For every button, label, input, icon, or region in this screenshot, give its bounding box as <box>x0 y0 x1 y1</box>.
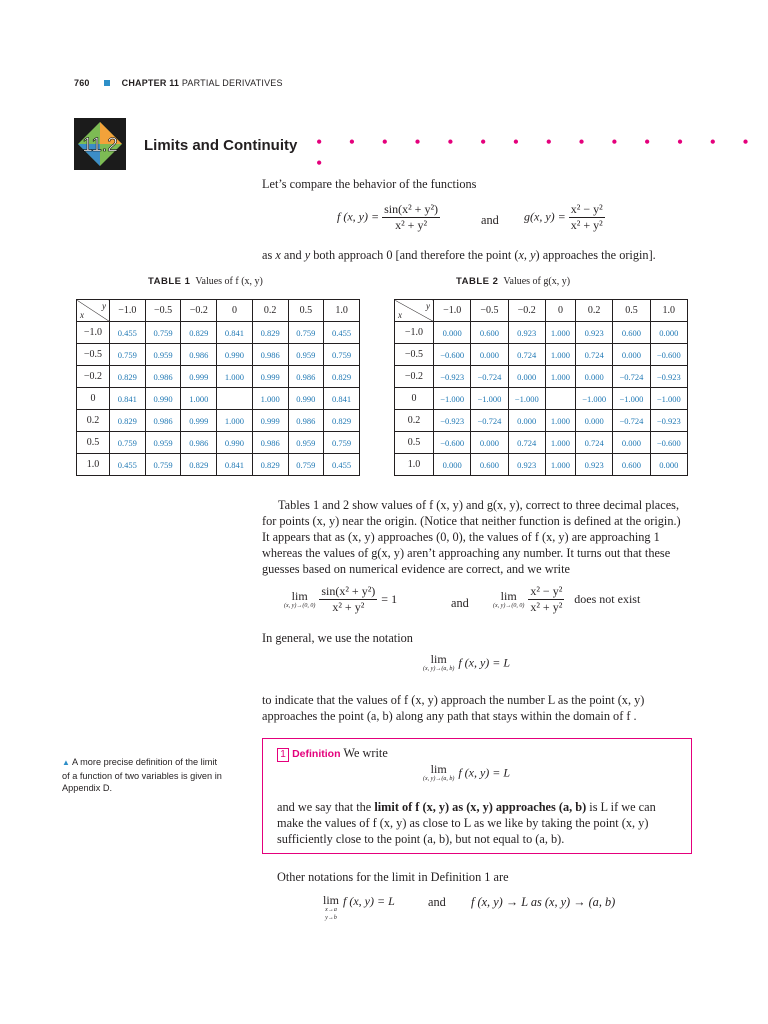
table-cell: 0.759 <box>324 344 360 366</box>
var-y: y <box>304 248 311 262</box>
t4: ) approaches the origin]. <box>535 248 656 262</box>
table-cell: 0.829 <box>181 322 217 344</box>
other-notation-1 <box>323 894 395 922</box>
table-cell: 0.455 <box>324 322 360 344</box>
col-header: 1.0 <box>650 300 687 322</box>
para2-line: Tables 1 and 2 show values of f (x, y) and g(x, y), correct to three decimal places, <box>278 498 680 512</box>
d1a: and we say that the <box>277 800 375 814</box>
f-fraction <box>319 584 377 615</box>
table-cell: 1.000 <box>545 454 575 476</box>
col-header: 0.2 <box>252 300 288 322</box>
chapter-title: PARTIAL DERIVATIVES <box>181 78 283 88</box>
table-row <box>395 454 688 476</box>
para2-line: whereas the values of g(x, y) aren’t approaching any number. It turns out that these <box>262 546 671 560</box>
definition-word: Definition <box>292 748 341 760</box>
row-header: −0.5 <box>77 344 110 366</box>
table-cell: 0.724 <box>508 432 545 454</box>
lim-operator <box>423 653 454 673</box>
table-cell: 1.000 <box>217 366 253 388</box>
table-cell: 0.000 <box>508 366 545 388</box>
chapter-label: CHAPTER 11 <box>121 78 180 88</box>
table-cell: 0.986 <box>288 410 324 432</box>
table-cell <box>217 388 253 410</box>
table-cell: 0.986 <box>145 366 181 388</box>
t1: as <box>262 248 276 262</box>
row-header: 1.0 <box>77 454 110 476</box>
lim-word: lim <box>323 893 340 907</box>
lim-sub: y→b <box>325 915 337 921</box>
row-header: −1.0 <box>395 322 434 344</box>
table-cell: 1.000 <box>545 432 575 454</box>
table-cell: −0.600 <box>434 432 471 454</box>
table-cell: 0.759 <box>145 454 181 476</box>
table-row <box>395 344 688 366</box>
corner-y: y <box>102 301 106 311</box>
running-header <box>74 78 283 88</box>
notation-equation <box>423 653 510 673</box>
table-cell: 0.000 <box>576 410 613 432</box>
row-header: −0.2 <box>395 366 434 388</box>
f-denominator: x² + y² <box>395 218 428 232</box>
table2-body <box>395 322 688 476</box>
table-cell: 1.000 <box>545 322 575 344</box>
table-row <box>77 432 360 454</box>
definition-box <box>262 738 692 854</box>
lim-word: lim <box>291 588 308 603</box>
f-lhs: f (x, y) = <box>337 209 380 224</box>
g-numerator: x² − y² <box>570 202 603 216</box>
table-cell: 1.000 <box>217 410 253 432</box>
g-fraction <box>569 202 605 233</box>
table-2 <box>394 299 688 476</box>
table-cell: 0.000 <box>471 432 508 454</box>
definition-heading <box>277 745 388 762</box>
col-header: −1.0 <box>110 300 146 322</box>
table1-body <box>77 322 360 476</box>
row-header: −1.0 <box>77 322 110 344</box>
table-cell: 0.000 <box>576 366 613 388</box>
table-cell: 0.000 <box>613 432 650 454</box>
d1c: is L if we can <box>586 800 656 814</box>
table-cell: 0.959 <box>288 344 324 366</box>
table-cell: 0.455 <box>324 454 360 476</box>
intro-line: Let’s compare the behavior of the functions <box>262 177 477 191</box>
definition-number: 1 <box>277 748 289 762</box>
table-cell: 0.000 <box>434 454 471 476</box>
table-row <box>77 366 360 388</box>
row-header: 0.5 <box>77 432 110 454</box>
formula-g <box>524 202 605 233</box>
section-badge-icon <box>74 118 126 170</box>
table-cell: −0.923 <box>650 366 687 388</box>
f-denominator: x² + y² <box>332 600 365 614</box>
col-header: 1.0 <box>324 300 360 322</box>
para3-line: to indicate that the values of f (x, y) approach the number L as the point (x, y) <box>262 693 645 707</box>
table-cell: −1.000 <box>613 388 650 410</box>
col-header: 0.5 <box>288 300 324 322</box>
table-cell: 0.999 <box>252 410 288 432</box>
col-header: −0.5 <box>471 300 508 322</box>
table-row <box>395 432 688 454</box>
para2-line: for points (x, y) near the origin. (Notice that neither function is defined at the origin.) <box>262 514 681 528</box>
table-cell <box>545 388 575 410</box>
table-row <box>77 388 360 410</box>
g-fraction <box>528 584 564 615</box>
g-denominator: x² + y² <box>570 218 603 232</box>
table-row <box>77 410 360 432</box>
corner-x: x <box>80 310 84 320</box>
table-cell: 0.986 <box>252 432 288 454</box>
dotted-rule: • • • • • • • • • • • • • • • <box>316 132 760 173</box>
f-fraction <box>382 202 440 233</box>
page-number: 760 <box>74 78 90 88</box>
table-cell: 0.923 <box>508 454 545 476</box>
table-cell: 0.990 <box>217 432 253 454</box>
table-cell: 0.841 <box>217 322 253 344</box>
formula-f <box>337 202 440 233</box>
row-header: −0.5 <box>395 344 434 366</box>
table-cell: 1.000 <box>252 388 288 410</box>
lim-sub: (x, y)→(a, b) <box>423 666 455 672</box>
table-cell: 0.841 <box>324 388 360 410</box>
table-cell: 0.759 <box>324 432 360 454</box>
definition-line: make the values of f (x, y) as close to L as we like by taking the point (x, y) <box>277 816 649 830</box>
table-cell: 0.986 <box>145 410 181 432</box>
table-cell: 0.829 <box>110 410 146 432</box>
table-cell: 1.000 <box>545 366 575 388</box>
note-line: A more precise definition of the limit <box>71 757 217 767</box>
table-cell: 0.724 <box>508 344 545 366</box>
table-cell: 0.600 <box>613 322 650 344</box>
table-cell: 0.759 <box>145 322 181 344</box>
row-header: 1.0 <box>395 454 434 476</box>
table-cell: 0.000 <box>471 344 508 366</box>
table-cell: −0.923 <box>650 410 687 432</box>
table-cell: 0.759 <box>288 322 324 344</box>
table-cell: 0.000 <box>650 454 687 476</box>
square-bullet-icon <box>104 80 110 86</box>
table-cell: −0.600 <box>650 344 687 366</box>
other-text: Other notations for the limit in Definition 1 are <box>277 870 509 884</box>
table-cell: 0.600 <box>471 454 508 476</box>
table-cell: −0.724 <box>613 366 650 388</box>
table-cell: 0.959 <box>145 432 181 454</box>
table-cell: 0.923 <box>576 454 613 476</box>
margin-note <box>62 756 247 795</box>
note-line: of a function of two variables is given in <box>62 770 222 781</box>
lim-sub: (x, y)→(a, b) <box>423 776 455 782</box>
lim-sub: x→a <box>325 907 337 913</box>
table-cell: 0.959 <box>288 432 324 454</box>
table-cell: 0.829 <box>252 322 288 344</box>
table-cell: 0.990 <box>145 388 181 410</box>
col-header: 0 <box>545 300 575 322</box>
f-numerator: sin(x² + y²) <box>321 584 376 598</box>
table-cell: 0.829 <box>324 410 360 432</box>
table-row <box>395 388 688 410</box>
table-cell: 0.000 <box>508 410 545 432</box>
general-text: In general, we use the notation <box>262 631 413 645</box>
table-cell: 0.841 <box>110 388 146 410</box>
table-cell: 0.000 <box>613 344 650 366</box>
table-cell: 0.986 <box>181 432 217 454</box>
table-cell: 1.000 <box>545 410 575 432</box>
table-cell: 0.455 <box>110 322 146 344</box>
does-not-exist: does not exist <box>574 592 641 606</box>
d1b: limit of f (x, y) as (x, y) approaches (a, b) <box>374 800 587 814</box>
row-header: 0 <box>77 388 110 410</box>
lim-sub: (x, y)→(0, 0) <box>493 602 525 609</box>
table-cell: −1.000 <box>508 388 545 410</box>
g-numerator: x² − y² <box>530 584 563 598</box>
table2-caption <box>456 276 570 287</box>
section-title: Limits and Continuity <box>144 137 298 154</box>
para3-line: approaches the point (a, b) along any path that stays within the domain of f . <box>262 709 637 723</box>
para2-line: It appears that as (x, y) approaches (0, 0), the values of f (x, y) are approaching 1 <box>262 530 660 544</box>
table-cell: 0.724 <box>576 432 613 454</box>
corner-cell <box>395 300 434 322</box>
g-denominator: x² + y² <box>530 600 563 614</box>
corner-x: x <box>398 310 402 320</box>
table-row <box>77 454 360 476</box>
table-cell: −0.724 <box>613 410 650 432</box>
limit-equation-f <box>284 584 397 615</box>
table-cell: −0.600 <box>434 344 471 366</box>
table-row <box>395 366 688 388</box>
table1-label: TABLE 1 <box>148 276 191 287</box>
intro-line-2 <box>262 247 656 263</box>
table2-caption-text: Values of g(x, y) <box>503 276 571 287</box>
table-cell: 0.455 <box>110 454 146 476</box>
table-cell: −0.923 <box>434 366 471 388</box>
table-cell: 0.829 <box>181 454 217 476</box>
table-cell: 0.986 <box>252 344 288 366</box>
table-cell: 0.999 <box>252 366 288 388</box>
col-header: −0.2 <box>508 300 545 322</box>
lim-operator <box>323 894 339 922</box>
table2-label: TABLE 2 <box>456 276 499 287</box>
table-row <box>395 410 688 432</box>
table-cell: −1.000 <box>471 388 508 410</box>
notation-rhs: f (x, y) = L <box>458 655 511 670</box>
and-word: and <box>428 895 446 909</box>
table-cell: 0.923 <box>576 322 613 344</box>
table-header-row <box>395 300 688 322</box>
table-cell: 0.829 <box>252 454 288 476</box>
lim-operator <box>493 590 524 610</box>
g-lhs: g(x, y) = <box>524 209 566 224</box>
paragraph-3 <box>262 692 692 724</box>
other-notation-2: f (x, y) → L as (x, y) → (a, b) <box>471 895 616 909</box>
table-cell: −0.724 <box>471 366 508 388</box>
lim-word: lim <box>430 762 447 776</box>
table-cell: 0.841 <box>217 454 253 476</box>
paragraph-2 <box>262 497 692 577</box>
table-cell: −0.600 <box>650 432 687 454</box>
definition-text <box>277 799 677 847</box>
para2-line: guesses based on numerical evidence are correct, and we write <box>262 562 570 576</box>
table-1 <box>76 299 360 476</box>
table-cell: 0.759 <box>288 454 324 476</box>
var-x: x <box>275 248 281 262</box>
table-cell: 1.000 <box>181 388 217 410</box>
table1-caption-text: Values of f (x, y) <box>195 276 263 287</box>
table-cell: 0.990 <box>288 388 324 410</box>
definition-line <box>277 799 677 815</box>
table-row <box>77 322 360 344</box>
row-header: 0.2 <box>77 410 110 432</box>
lim-sub: (x, y)→(0, 0) <box>284 602 316 609</box>
table-cell: −1.000 <box>650 388 687 410</box>
equals-one: = 1 <box>381 592 398 606</box>
table-header-row <box>77 300 360 322</box>
table-cell: 0.829 <box>324 366 360 388</box>
we-write: We write <box>343 746 388 760</box>
note-line: Appendix D. <box>62 783 113 793</box>
table-cell: −0.923 <box>434 410 471 432</box>
var-xy: x, y <box>518 248 536 262</box>
row-header: 0.2 <box>395 410 434 432</box>
table-row <box>77 344 360 366</box>
table-cell: −1.000 <box>434 388 471 410</box>
limit-equation-g <box>493 584 640 615</box>
corner-y: y <box>426 301 430 311</box>
table-cell: 0.000 <box>434 322 471 344</box>
and-word: and <box>451 596 469 610</box>
col-header: −0.2 <box>181 300 217 322</box>
definition-equation <box>423 763 510 783</box>
table1-caption <box>148 276 263 287</box>
col-header: −1.0 <box>434 300 471 322</box>
f-numerator: sin(x² + y²) <box>384 202 439 216</box>
col-header: 0.5 <box>613 300 650 322</box>
table-cell: 0.759 <box>110 344 146 366</box>
table-cell: 0.600 <box>613 454 650 476</box>
table-cell: 0.986 <box>288 366 324 388</box>
table-cell: 0.600 <box>471 322 508 344</box>
row-header: 0 <box>395 388 434 410</box>
corner-cell <box>77 300 110 322</box>
triangle-icon: ▲ <box>62 758 70 767</box>
table-cell: 0.959 <box>145 344 181 366</box>
table-cell: 0.759 <box>110 432 146 454</box>
table-cell: −0.724 <box>471 410 508 432</box>
table-row <box>395 322 688 344</box>
table-cell: 0.986 <box>181 344 217 366</box>
col-header: 0.2 <box>576 300 613 322</box>
col-header: 0 <box>217 300 253 322</box>
definition-line: sufficiently close to the point (a, b), but not equal to (a, b). <box>277 832 565 846</box>
table-cell: 0.000 <box>650 322 687 344</box>
lim-operator <box>423 763 454 783</box>
lim-word: lim <box>500 588 517 603</box>
table-cell: 0.999 <box>181 410 217 432</box>
section-number: 11.2 <box>82 135 118 156</box>
definition-rhs: f (x, y) = L <box>458 765 511 780</box>
table-cell: 0.999 <box>181 366 217 388</box>
and-word: and <box>481 213 499 227</box>
lim-word: lim <box>430 652 447 666</box>
table-cell: 0.923 <box>508 322 545 344</box>
other-eq: f (x, y) = L <box>343 894 395 908</box>
lim-operator <box>284 590 315 610</box>
table-cell: 0.990 <box>217 344 253 366</box>
table-cell: −1.000 <box>576 388 613 410</box>
col-header: −0.5 <box>145 300 181 322</box>
row-header: −0.2 <box>77 366 110 388</box>
table-cell: 1.000 <box>545 344 575 366</box>
row-header: 0.5 <box>395 432 434 454</box>
t3: both approach 0 [and therefore the point ( <box>310 248 519 262</box>
table-cell: 0.724 <box>576 344 613 366</box>
t2: and <box>280 248 305 262</box>
table-cell: 0.829 <box>110 366 146 388</box>
